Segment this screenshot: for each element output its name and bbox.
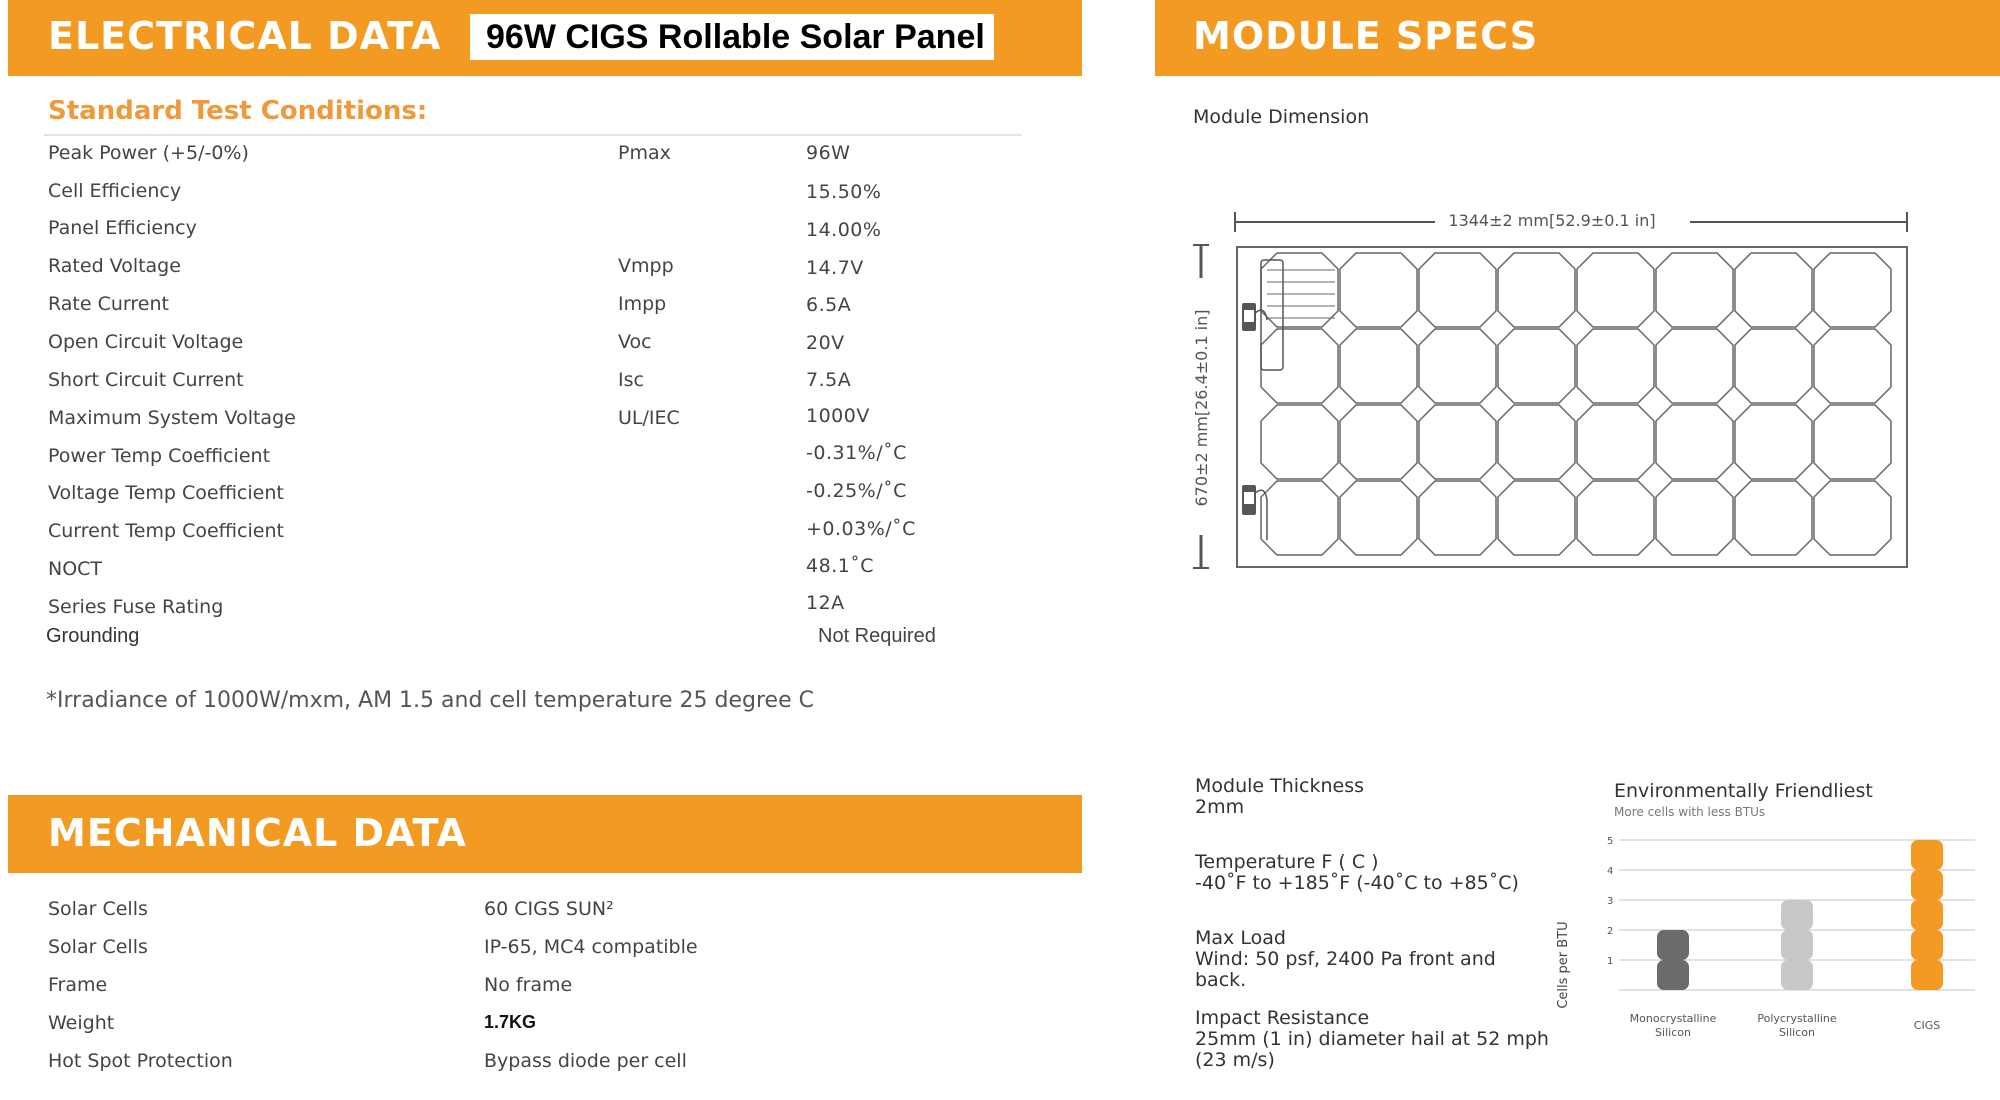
electrical-row-label: Current Temp Coefficient — [48, 520, 284, 542]
electrical-row — [48, 217, 1048, 247]
electrical-row-label: Power Temp Coefficient — [48, 445, 271, 467]
chart-title: Environmentally Friendliest — [1614, 780, 1873, 802]
electrical-row-label: Panel Efficiency — [48, 217, 197, 239]
electrical-row-value: 96W — [806, 142, 851, 164]
solar-cell — [1656, 329, 1733, 403]
electrical-row-label: Voltage Temp Coefficient — [48, 482, 284, 504]
chart-y-tick-label: 5 — [1607, 836, 1614, 847]
solar-cell — [1656, 253, 1733, 327]
electrical-row-value: 14.00% — [806, 219, 882, 241]
temperature-value: -40˚F to +185˚F (-40˚C to +85˚C) — [1195, 872, 1519, 894]
product-title: 96W CIGS Rollable Solar Panel — [470, 14, 994, 60]
electrical-row-value: 14.7V — [806, 257, 864, 279]
electrical-row-value: +0.03%/˚C — [806, 518, 916, 540]
mechanical-row-label: Frame — [48, 974, 108, 996]
solar-cell — [1261, 253, 1338, 327]
electrical-row — [48, 407, 1048, 437]
electrical-row — [48, 520, 1048, 550]
chart-bar-block — [1781, 900, 1813, 930]
mechanical-row — [48, 1012, 1048, 1042]
solar-cell — [1340, 329, 1417, 403]
solar-cell — [1735, 405, 1812, 479]
mechanical-row — [48, 974, 1048, 1004]
mechanical-row — [48, 936, 1048, 966]
solar-cell — [1261, 481, 1338, 555]
electrical-row — [48, 482, 1048, 512]
mechanical-data-header — [8, 795, 1082, 873]
grounding-label: Grounding — [46, 625, 140, 647]
electrical-row-value: 7.5A — [806, 369, 852, 391]
solar-cell — [1419, 253, 1496, 327]
grounding-value: Not Required — [818, 625, 936, 647]
mechanical-row-value: 60 CIGS SUN² — [484, 898, 614, 920]
electrical-row — [48, 555, 1048, 588]
impact-value: 25mm (1 in) diameter hail at 52 mph — [1195, 1028, 1549, 1050]
electrical-row-value: 6.5A — [806, 294, 852, 316]
solar-cell — [1814, 253, 1891, 327]
mechanical-row — [48, 898, 1048, 928]
chart-bar-block — [1781, 960, 1813, 990]
thickness-title: Module Thickness — [1195, 775, 1365, 797]
mechanical-row — [48, 1050, 1048, 1080]
mechanical-row-value: No frame — [484, 974, 573, 996]
chart-bar-block — [1781, 930, 1813, 960]
thickness-value: 2mm — [1195, 796, 1245, 818]
electrical-row-label: Series Fuse Rating — [48, 596, 224, 618]
connector-top-inner — [1244, 310, 1254, 322]
module-specs-title: MODULE SPECS — [1193, 14, 1539, 58]
heading-divider — [44, 134, 1022, 136]
solar-cell — [1577, 481, 1654, 555]
electrical-row-value: -0.25%/˚C — [806, 480, 907, 502]
electrical-row-value: 48.1˚C — [806, 555, 875, 577]
solar-cell — [1261, 329, 1338, 403]
impact-block — [1195, 1008, 1549, 1071]
max-load-title: Max Load — [1195, 927, 1286, 949]
chart-category-label: Monocrystalline — [1629, 1012, 1717, 1025]
chart-bar-block — [1911, 840, 1943, 870]
mechanical-row-label: Weight — [48, 1012, 115, 1034]
solar-cell — [1814, 481, 1891, 555]
solar-cell — [1656, 481, 1733, 555]
solar-cell — [1498, 405, 1575, 479]
electrical-data-title: ELECTRICAL DATA — [48, 14, 442, 58]
solar-cell — [1498, 253, 1575, 327]
cells-per-btu-chart — [1545, 825, 1985, 1075]
max-load-value: Wind: 50 psf, 2400 Pa front and — [1195, 948, 1496, 970]
electrical-row-label: Open Circuit Voltage — [48, 331, 244, 353]
chart-bar-block — [1657, 930, 1689, 960]
solar-cell — [1735, 253, 1812, 327]
impact-title: Impact Resistance — [1195, 1007, 1370, 1029]
module-dimension-label: Module Dimension — [1193, 106, 1370, 128]
electrical-row-label: Rate Current — [48, 293, 169, 315]
electrical-row-value: 12A — [806, 592, 845, 614]
electrical-row-symbol: Voc — [618, 331, 652, 353]
module-specs-header — [1155, 0, 2000, 76]
electrical-row-label: Rated Voltage — [48, 255, 181, 277]
chart-plot-area — [1607, 836, 1975, 1039]
chart-y-tick-label: 1 — [1607, 956, 1614, 967]
chart-bar-block — [1911, 870, 1943, 900]
chart-category-label: Silicon — [1779, 1026, 1815, 1039]
chart-y-tick-label: 3 — [1607, 896, 1614, 907]
mechanical-row-label: Hot Spot Protection — [48, 1050, 233, 1072]
mechanical-row-value: IP-65, MC4 compatible — [484, 936, 698, 958]
electrical-row-symbol: Isc — [618, 369, 644, 391]
chart-bar-block — [1911, 930, 1943, 960]
module-dimension-diagram — [1185, 200, 1930, 580]
electrical-row-symbol: Pmax — [618, 142, 671, 164]
mechanical-row-value: Bypass diode per cell — [484, 1050, 687, 1072]
standard-test-conditions-heading: Standard Test Conditions: — [48, 96, 428, 126]
solar-cell — [1735, 481, 1812, 555]
width-dimension-text: 1344±2 mm[52.9±0.1 in] — [1448, 211, 1656, 230]
solar-cell — [1419, 329, 1496, 403]
electrical-row — [48, 180, 1048, 210]
solar-cell — [1735, 329, 1812, 403]
electrical-row-value: 1000V — [806, 405, 870, 427]
height-dimension-text: 670±2 mm[26.4±0.1 in] — [1192, 309, 1211, 507]
chart-category-label: CIGS — [1913, 1019, 1941, 1032]
solar-cell — [1814, 329, 1891, 403]
chart-bar-block — [1911, 960, 1943, 990]
electrical-row — [48, 255, 1048, 285]
solar-cell — [1498, 329, 1575, 403]
mechanical-data-title: MECHANICAL DATA — [48, 811, 467, 855]
electrical-row-label: NOCT — [48, 558, 103, 580]
electrical-row-label: Short Circuit Current — [48, 369, 244, 391]
solar-cell — [1656, 405, 1733, 479]
solar-cell — [1577, 253, 1654, 327]
chart-category-label: Silicon — [1655, 1026, 1691, 1039]
electrical-row-symbol: Impp — [618, 293, 667, 315]
solar-cell — [1577, 329, 1654, 403]
chart-y-tick-label: 2 — [1607, 926, 1614, 937]
solar-cell — [1261, 405, 1338, 479]
max-load-block — [1195, 928, 1496, 991]
temperature-block — [1195, 852, 1519, 894]
electrical-row-symbol: UL/IEC — [618, 407, 680, 429]
chart-y-tick-label: 4 — [1607, 866, 1614, 877]
chart-subtitle: More cells with less BTUs — [1614, 805, 1766, 819]
solar-cell — [1419, 481, 1496, 555]
impact-value-cont: (23 m/s) — [1195, 1049, 1275, 1071]
solar-cell — [1498, 481, 1575, 555]
connector-bottom-inner — [1244, 492, 1254, 504]
irradiance-footnote: *Irradiance of 1000W/mxm, AM 1.5 and cell temperature 25 degree C — [46, 688, 814, 713]
electrical-row-symbol: Vmpp — [618, 255, 674, 277]
solar-cell — [1577, 405, 1654, 479]
chart-bar-block — [1911, 900, 1943, 930]
chart-bar-block — [1657, 960, 1689, 990]
max-load-value-cont: back. — [1195, 969, 1247, 991]
mechanical-row-value: 1.7KG — [484, 1012, 537, 1032]
solar-cell — [1340, 481, 1417, 555]
electrical-row-label: Peak Power (+5/-0%) — [48, 142, 249, 164]
temperature-title: Temperature F ( C ) — [1195, 851, 1379, 873]
mechanical-row-label: Solar Cells — [48, 898, 148, 920]
electrical-row-label: Maximum System Voltage — [48, 407, 296, 429]
mechanical-row-label: Solar Cells — [48, 936, 148, 958]
electrical-row — [48, 442, 1048, 475]
solar-cell — [1340, 253, 1417, 327]
electrical-row-value: 15.50% — [806, 181, 882, 203]
solar-cell — [1340, 405, 1417, 479]
electrical-row — [48, 369, 1048, 399]
solar-cell — [1814, 405, 1891, 479]
electrical-row-value: -0.31%/˚C — [806, 442, 907, 464]
chart-y-axis-label: Cells per BTU — [1556, 921, 1571, 1009]
electrical-row — [48, 331, 1048, 361]
chart-category-label: Polycrystalline — [1757, 1012, 1837, 1025]
electrical-row — [48, 592, 1048, 626]
electrical-row-value: 20V — [806, 332, 845, 354]
electrical-row-label: Cell Efficiency — [48, 180, 182, 202]
electrical-row — [48, 293, 1048, 323]
solar-cell — [1419, 405, 1496, 479]
electrical-row — [48, 142, 1048, 172]
thickness-block — [1195, 776, 1364, 818]
